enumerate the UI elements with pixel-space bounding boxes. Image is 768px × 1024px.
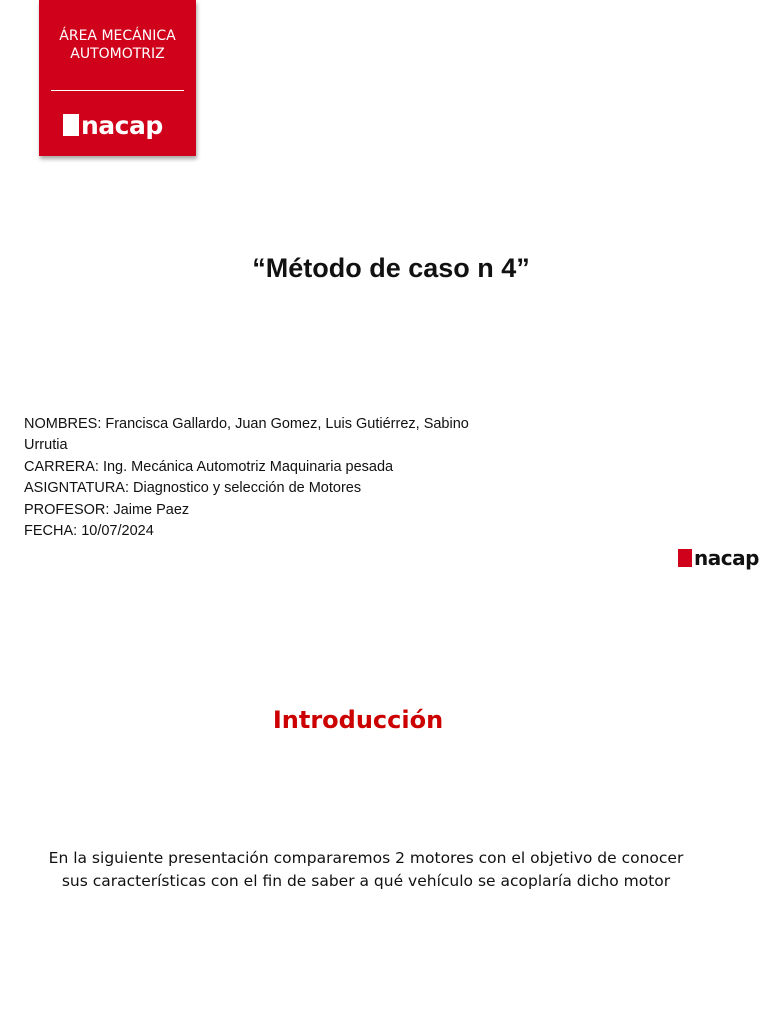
info-names: NOMBRES: Francisca Gallardo, Juan Gomez, Luis Gutiérrez, Sabino Urrutia — [24, 416, 469, 454]
info-career: CARRERA: Ing. Mecánica Automotriz Maquinaria pesada — [24, 458, 394, 475]
brand-divider — [51, 90, 184, 91]
introduction-heading: Introducción — [272, 706, 444, 734]
document-title: “Método de caso n 4” — [252, 253, 530, 283]
logo-wordmark: nacap — [81, 110, 163, 140]
logo-wordmark: nacap — [694, 546, 759, 570]
inacap-logo — [63, 108, 163, 142]
logo-mark-icon — [63, 114, 79, 136]
area-label: ÁREA MECÁNICA AUTOMOTRIZ — [59, 28, 176, 62]
info-professor: PROFESOR: Jaime Paez — [24, 501, 190, 518]
info-date: FECHA: 10/07/2024 — [24, 523, 154, 540]
introduction-body: En la siguiente presentación compararemos 2 motores con el objetivo de conocer sus características con el fin de saber a qué vehículo se acoplaría dicho motor — [48, 849, 684, 890]
logo-mark-icon — [678, 549, 692, 567]
inacap-logo-small — [678, 545, 759, 571]
brand-card — [39, 0, 196, 156]
info-subject: ASIGNTATURA: Diagnostico y selección de Motores — [24, 480, 362, 497]
student-info-block — [24, 414, 494, 542]
